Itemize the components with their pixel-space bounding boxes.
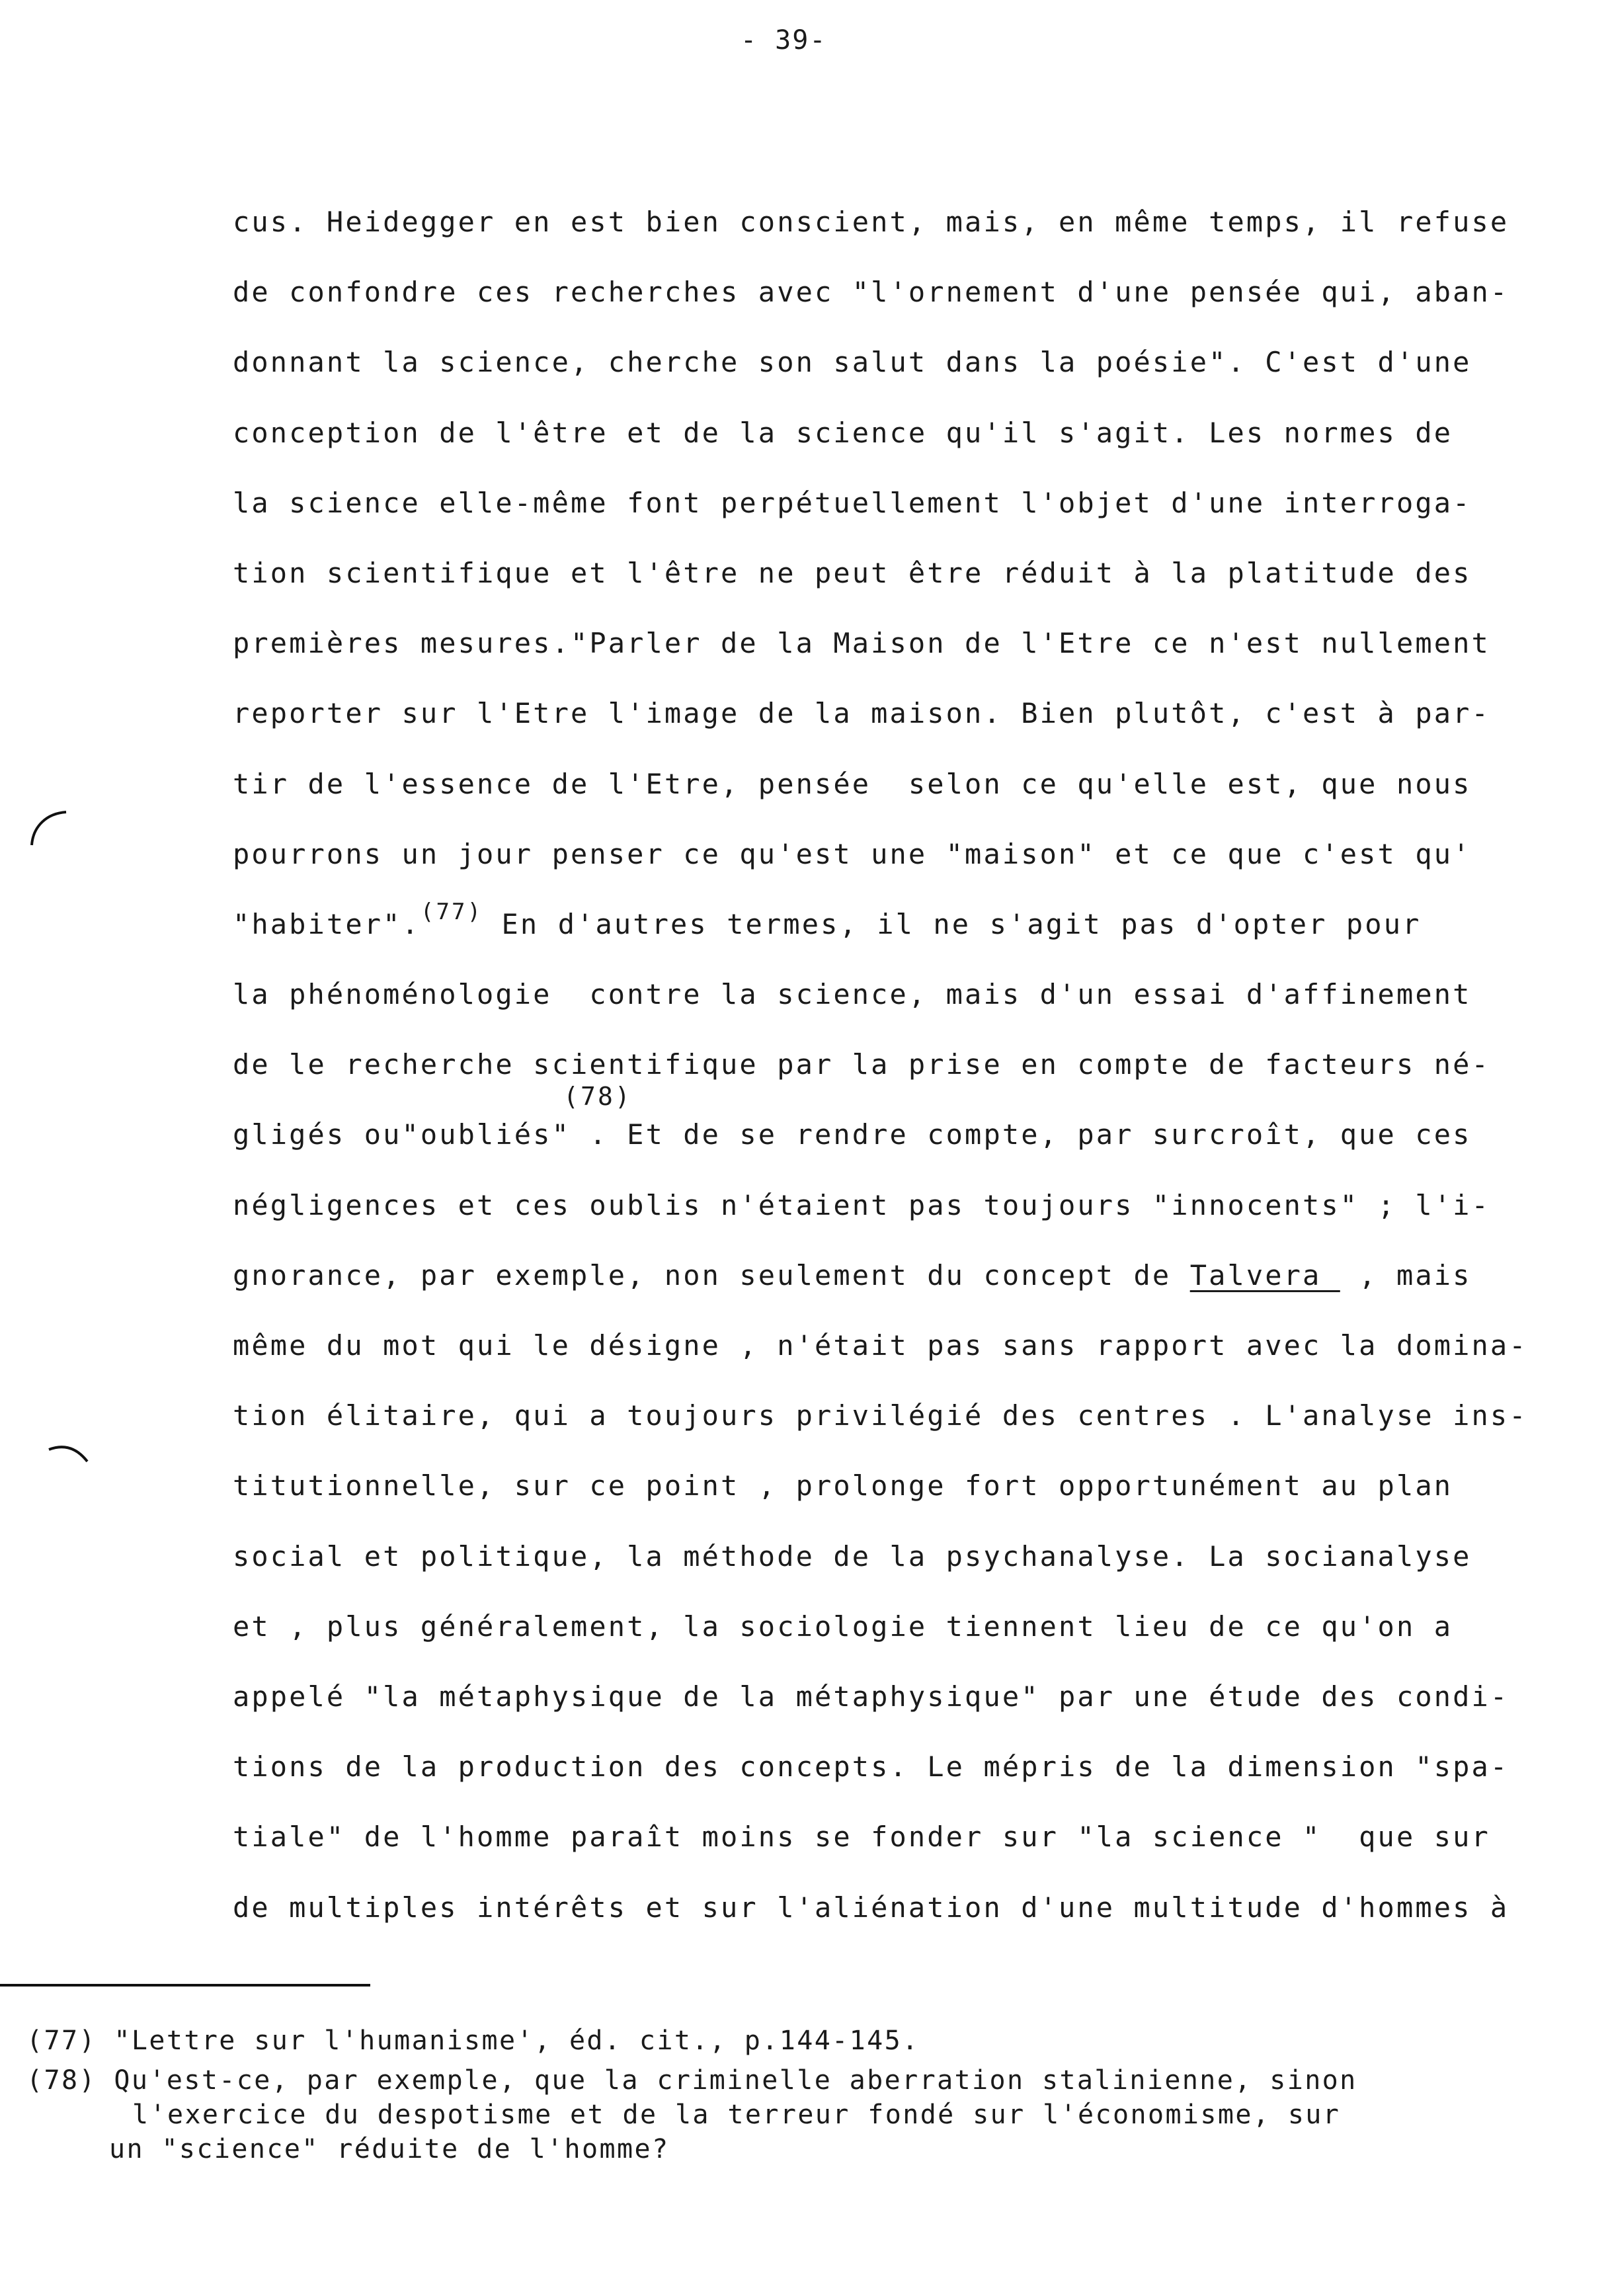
footnote-ref-78: (78) (563, 1082, 632, 1112)
text-line: de le recherche scientifique par la prise en compte de facteurs né- (233, 1048, 1490, 1081)
text-line: et , plus généralement, la sociologie tiennent lieu de ce qu'on a (233, 1610, 1453, 1643)
text-line: tions de la production des concepts. Le mépris de la dimension "spa- (233, 1750, 1509, 1784)
footnote-78-continued: un "science" réduite de l'homme? (109, 2134, 670, 2164)
text-line: titutionnelle, sur ce point , prolonge fort opportunément au plan (233, 1469, 1453, 1502)
text-segment: gnorance, par exemple, non seulement du concept de (233, 1258, 1190, 1292)
footnote-separator (0, 1984, 370, 1987)
text-line: premières mesures."Parler de la Maison de l'Etre ce n'est nullement (233, 627, 1490, 660)
footnote-78: (78) Qu'est-ce, par exemple, que la criminelle aberration stalinienne, sinon (26, 2065, 1357, 2096)
footnote-ref-77: (77) (420, 898, 483, 925)
page-number: - 39- (741, 25, 827, 56)
text-line: donnant la science, cherche son salut dans la poésie". C'est d'une (233, 346, 1472, 379)
text-line: négligences et ces oublis n'étaient pas toujours "innocents" ; l'i- (233, 1188, 1490, 1221)
margin-dash-mark (46, 1442, 93, 1468)
text-segment: En d'autres termes, il ne s'agit pas d'opter pour (483, 907, 1422, 940)
footnote-78-continued: l'exercice du despotisme et de la terreur fondé sur l'économisme, sur (132, 2100, 1341, 2130)
text-line: tiale" de l'homme paraît moins se fonder sur "la science " que sur (233, 1821, 1490, 1854)
text-segment: "habiter". (233, 907, 421, 940)
text-line (233, 898, 1582, 975)
text-line: la science elle-même font perpétuellement l'objet d'une interroga- (233, 486, 1472, 519)
text-line (233, 1082, 1582, 1185)
text-line: tion élitaire, qui a toujours privilégié des centres . L'analyse ins- (233, 1399, 1528, 1432)
text-line: tion scientifique et l'être ne peut être réduit à la platitude des (233, 556, 1472, 589)
text-line: pourrons un jour penser ce qu'est une "maison" et ce que c'est qu' (233, 837, 1472, 870)
text-line: tir de l'essence de l'Etre, pensée selon ce qu'elle est, que nous (233, 767, 1472, 800)
text-line: la phénoménologie contre la science, mais d'un essai d'affinement (233, 978, 1472, 1011)
text-line: social et politique, la méthode de la psychanalyse. La socianalyse (233, 1539, 1472, 1573)
text-line: cus. Heidegger en est bien conscient, mais, en même temps, il refuse (233, 206, 1509, 238)
footnotes (26, 2024, 1587, 2166)
text-segment: gligés ou"oubliés" . Et de se rendre compte, par surcroît, que ces (233, 1118, 1472, 1151)
margin-bracket-mark (26, 807, 73, 846)
text-line: de multiples intérêts et sur l'aliénation d'une multitude d'hommes à (233, 1891, 1509, 1924)
text-line: reporter sur l'Etre l'image de la maison. Bien plutôt, c'est à par- (233, 697, 1490, 730)
footnote-77: (77) "Lettre sur l'humanisme', éd. cit., p.144-145. (26, 2026, 920, 2056)
text-line: même du mot qui le désigne , n'était pas sans rapport avec la domina- (233, 1329, 1528, 1362)
text-line: appelé "la métaphysique de la métaphysique" par une étude des condi- (233, 1680, 1509, 1713)
text-line (233, 1256, 1582, 1326)
text-line: de confondre ces recherches avec "l'ornement d'une pensée qui, aban- (233, 276, 1509, 309)
text-segment: , mais (1340, 1258, 1472, 1292)
body-text (233, 202, 1582, 1958)
text-line: conception de l'être et de la science qu'il s'agit. Les normes de (233, 416, 1453, 449)
underlined-term: Talvera (1189, 1258, 1340, 1292)
